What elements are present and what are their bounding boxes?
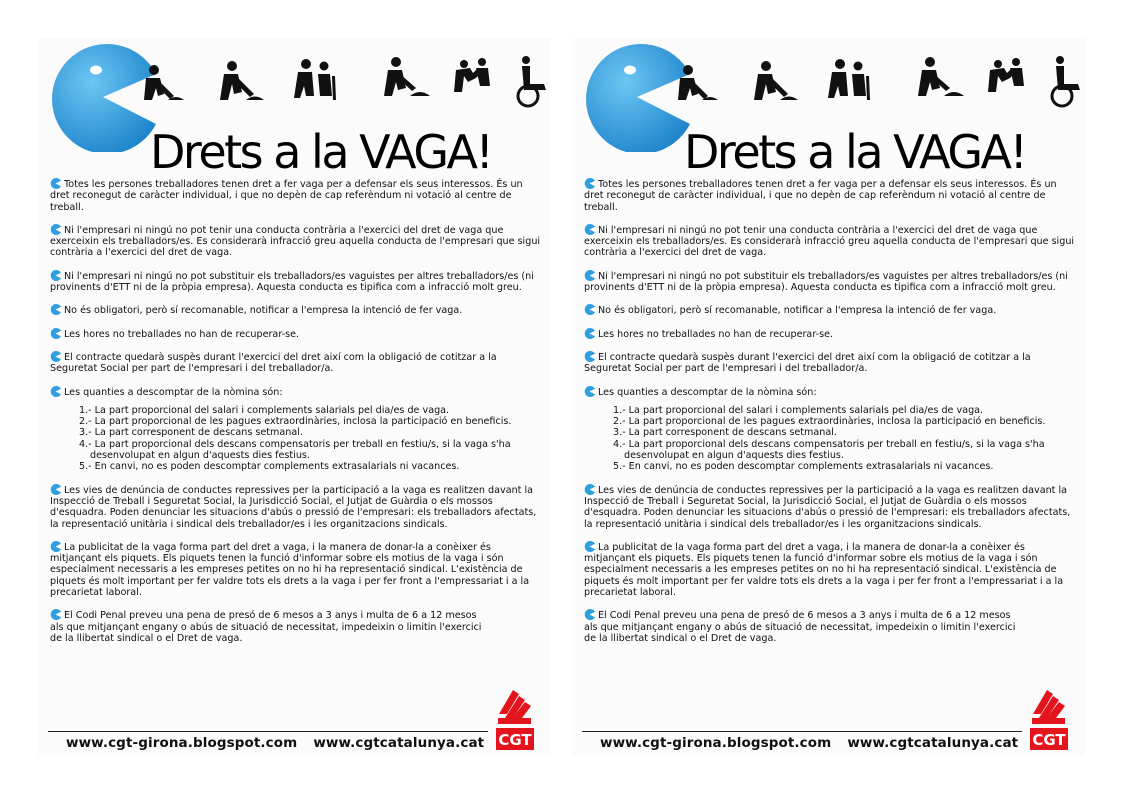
paragraph-10 [50,609,490,644]
paragraph-text: La publicitat de la vaga forma part del dret a vaga, i la manera de donar-la a conèixer és mitjançant els piquets. Els piquets tenen la funció d'informar sobre els motius de la vaga i són especialment necessaris a les empreses petites on no hi ha representació sindical. L'existència de piquets és molt important per fer valdre tots els drets a la vaga i per fer front a l'empressariat i a la precarietat laboral. [50,541,530,599]
blue-pacman-bullet-icon [50,541,61,552]
paragraph-text: Les quanties a descomptar de la nòmina són: [64,386,283,398]
blue-pacman-bullet-icon [584,541,595,552]
paragraph-1 [50,178,544,213]
blue-pacman-bullet-icon [50,386,61,397]
blue-pacman-bullet-icon [584,304,595,315]
document-body [50,178,544,655]
paragraph-text: Ni l'empresari ni ningú no pot tenir una conducta contrària a l'exercici del dret de vaga que exerceixin els treballadors/es. Es considerarà infracció greu aquella conducta de l'empresari que sigui contrària a l'exercici del dret de vaga. [50,224,541,259]
paragraph-4 [50,304,544,316]
paragraph-9 [50,541,544,598]
paragraph-text: Les hores no treballades no han de recuperar-se. [64,328,300,340]
paragraph-8 [584,484,1078,530]
blue-pacman-bullet-icon [50,178,61,189]
logo-text: CGT [1032,731,1066,749]
list-item: 5.- En canvi, no es poden descomptar complements extrasalarials ni vacances. [79,461,460,473]
blue-pacman-bullet-icon [584,224,595,235]
leaflet-right [572,38,1085,756]
paragraph-text: No és obligatori, però sí recomanable, notificar a l'empresa la intenció de fer vaga. [64,305,463,317]
list-item: 4.- La part proporcional dels descans compensatoris per treball en festiu/s, si la vaga s'ha desenvolupat en algun d'aquests dies festius. [79,438,511,462]
page-title: Drets a la VAGA! [684,125,1026,179]
list-item: 1.- La part proporcional del salari i complements salarials pel dia/es de vaga. [613,404,984,416]
blue-pacman-bullet-icon [584,386,595,397]
blue-pacman-bullet-icon [50,328,61,339]
cgt-logo [495,684,535,752]
paragraph-8 [50,484,544,530]
paragraph-1 [584,178,1078,213]
footer-link-catalunya[interactable]: www.cgtcatalunya.cat [313,735,485,751]
paragraph-6 [50,351,544,375]
paragraph-text: Totes les persones treballadores tenen dret a fer vaga per a defensar els seus interessos. És un dret reconegut de caràcter individual, i que no depèn de cap referèndum ni votació al centre de treball. [50,179,523,213]
blue-pacman-bullet-icon [50,484,61,495]
page-title: Drets a la VAGA! [150,125,492,179]
blue-pacman-bullet-icon [584,328,595,339]
paragraph-6 [584,351,1078,375]
blue-pacman-bullet-icon [584,270,595,281]
list-item: 4.- La part proporcional dels descans compensatoris per treball en festiu/s, si la vaga s'ha desenvolupat en algun d'aquests dies festius. [613,438,1045,462]
deductions-list [79,405,544,473]
blue-pacman-bullet-icon [50,270,61,281]
list-item: 5.- En canvi, no es poden descomptar complements extrasalarials ni vacances. [613,461,994,473]
paragraph-7 [50,386,544,398]
blue-pacman-bullet-icon [50,351,61,362]
paragraph-text: El contracte quedarà suspès durant l'exercici del dret així com la obligació de cotitzar a la Seguretat Social per part de l'empresari i del treballador/a. [584,351,1031,375]
blue-pacman-bullet-icon [584,351,595,362]
paragraph-text: Ni l'empresari ni ningú no pot substituir els treballadors/es vaguistes per altres treballadors/es (ni provinents d'ETT ni de la pròpia empresa). Aquesta conducta es tipifica com a infracció molt greu. [584,270,1068,294]
paragraph-text: No és obligatori, però sí recomanable, notificar a l'empresa la intenció de fer vaga. [598,305,997,317]
deductions-list [613,405,1078,473]
footer-link-girona[interactable]: www.cgt-girona.blogspot.com [600,735,832,751]
paragraph-text: La publicitat de la vaga forma part del dret a vaga, i la manera de donar-la a conèixer és mitjançant els piquets. Els piquets tenen la funció d'informar sobre els motius de la vaga i són especialment necessaris a les empreses petites on no hi ha representació sindical. L'existència de piquets és molt important per fer valdre tots els drets a la vaga i per fer front a l'empressariat i a la precarietat laboral. [584,541,1064,599]
footer [600,735,1018,751]
paragraph-5 [584,328,1078,340]
list-item: 2.- La part proporcional de les pagues extraordinàries, inclosa la participació en beneficis. [79,416,512,428]
paragraph-text: Ni l'empresari ni ningú no pot tenir una conducta contrària a l'exercici del dret de vaga que exerceixin els treballadors/es. Es considerarà infracció greu aquella conducta de l'empresari que sigui contrària a l'exercici del dret de vaga. [584,224,1075,259]
blue-pacman-bullet-icon [584,609,595,620]
paragraph-10 [584,609,1024,644]
worker-figures-icon [668,56,1085,118]
footer [66,735,484,751]
footer-divider [48,731,488,732]
paragraph-7 [584,386,1078,398]
paragraph-text: Les vies de denúncia de conductes repressives per la participació a la vaga es realitzen davant la Inspecció de Treball i Seguretat Social, la Jurisdicció Social, el Jutjat de Guàrdia o els mossos d'esquadra. Poden denunciar les situacions d'abús o pressió de l'empresari: els treballadors afectats, la representació unitària i sindical dels treballador/es i les organitzacions sindicals. [584,484,1071,530]
paragraph-3 [50,270,544,294]
blue-pacman-bullet-icon [50,304,61,315]
cgt-logo [1029,684,1069,752]
leaflet-left [38,38,551,756]
paragraph-text: El contracte quedarà suspès durant l'exercici del dret així com la obligació de cotitzar a la Seguretat Social per part de l'empresari i del treballador/a. [50,351,497,375]
blue-pacman-bullet-icon [584,178,595,189]
paragraph-2 [584,224,1078,259]
blue-pacman-bullet-icon [50,224,61,235]
paragraph-9 [584,541,1078,598]
footer-link-catalunya[interactable]: www.cgtcatalunya.cat [847,735,1019,751]
footer-divider [582,731,1022,732]
paragraph-text: Totes les persones treballadores tenen dret a fer vaga per a defensar els seus interessos. És un dret reconegut de caràcter individual, i que no depèn de cap referèndum ni votació al centre de treball. [584,179,1057,213]
paragraph-5 [50,328,544,340]
list-item: 3.- La part corresponent de descans setmanal. [613,427,837,439]
paragraph-4 [584,304,1078,316]
document-body [584,178,1078,655]
list-item: 3.- La part corresponent de descans setmanal. [79,427,303,439]
worker-figures-icon [134,56,551,118]
paragraph-2 [50,224,544,259]
list-item: 2.- La part proporcional de les pagues extraordinàries, inclosa la participació en beneficis. [613,416,1046,428]
list-item: 1.- La part proporcional del salari i complements salarials pel dia/es de vaga. [79,404,450,416]
paragraph-text: Ni l'empresari ni ningú no pot substituir els treballadors/es vaguistes per altres treballadors/es (ni provinents d'ETT ni de la pròpia empresa). Aquesta conducta es tipifica com a infracció molt greu. [50,270,534,294]
footer-link-girona[interactable]: www.cgt-girona.blogspot.com [66,735,298,751]
paragraph-text: Les quanties a descomptar de la nòmina són: [598,386,817,398]
paragraph-text: El Codi Penal preveu una pena de presó de 6 mesos a 3 anys i multa de 6 a 12 mesos als que mitjançant engany o abús de situació de necessitat, impedeixin o limitin l'exercici de la llibertat sindical o el Dret de vaga. [50,610,482,644]
blue-pacman-bullet-icon [50,609,61,620]
paragraph-text: El Codi Penal preveu una pena de presó de 6 mesos a 3 anys i multa de 6 a 12 mesos als que mitjançant engany o abús de situació de necessitat, impedeixin o limitin l'exercici de la llibertat sindical o el Dret de vaga. [584,610,1016,644]
paragraph-text: Les vies de denúncia de conductes repressives per la participació a la vaga es realitzen davant la Inspecció de Treball i Seguretat Social, la Jurisdicció Social, el Jutjat de Guàrdia o els mossos d'esquadra. Poden denunciar les situacions d'abús o pressió de l'empresari: els treballadors afectats, la representació unitària i sindical dels treballador/es i les organitzacions sindicals. [50,484,537,530]
paragraph-text: Les hores no treballades no han de recuperar-se. [598,328,834,340]
logo-text: CGT [498,731,532,749]
blue-pacman-bullet-icon [584,484,595,495]
paragraph-3 [584,270,1078,294]
